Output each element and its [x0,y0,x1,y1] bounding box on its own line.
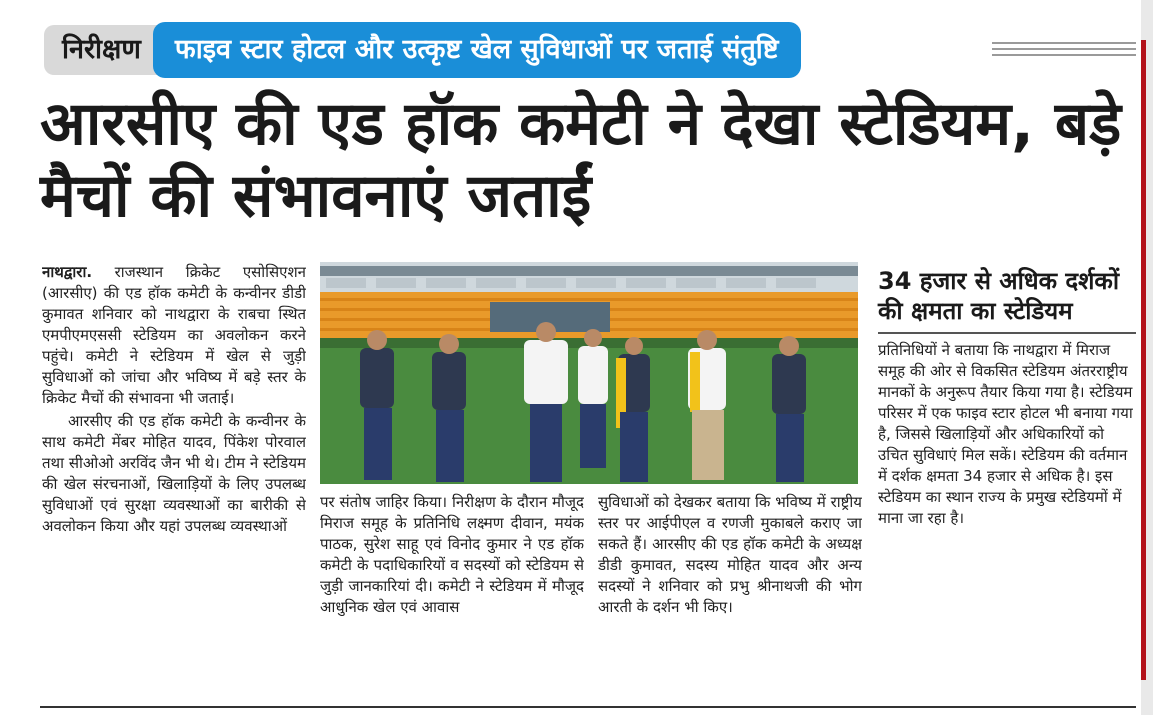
kicker-label: निरीक्षण [44,25,159,75]
sidebar-heading: 34 हजार से अधिक दर्शकों की क्षमता का स्टेडियम [878,267,1120,325]
article-para1-text: राजस्थान क्रिकेट एसोसिएशन (आरसीए) की एड हॉक कमेटी के कन्वीनर डीडी कुमावत शनिवार को नाथद्वारा के राबचा स्थित एमपीएमएससी स्टेडियम का अवलोकन करने पहुंचे। कमेटी ने स्टेडियम में खेल से जुड़ी सुविधाओं को जांचा और भविष्य में बड़े स्तर के क्रिकेट मैचों की संभावना भी जताई। [42,263,306,407]
article-paragraph-2: आरसीए की एड हॉक कमेटी के कन्वीनर के साथ कमेटी मेंबर मोहित यादव, पिंकेश पोरवाल तथा सीओओ अरविंद जैन भी थे। टीम ने स्टेडियम की खेल संरचनाओं, खिलाड़ियों के लिए उपलब्ध सुविधाओं एवं सुरक्षा व्यवस्थाओं का बारीकी से अवलोकन किया और यहां उपलब्ध व्यवस्थाओं [42,412,306,535]
kicker-banner: फाइव स्टार होटल और उत्कृष्ट खेल सुविधाओं पर जताई संतुष्टि [153,22,801,78]
decorative-rules [992,42,1136,60]
article-paragraph-1 [42,262,306,409]
previous-article-strip [40,0,1140,10]
article-col2-text: पर संतोष जाहिर किया। निरीक्षण के दौरान मौजूद मिराज समूह के प्रतिनिधि लक्ष्मण दीवान, मयंक पाठक, सुरेश साहू एवं विनोद कुमार ने एड हॉक कमेटी के पदाधिकारियों व सदस्यों को स्टेडियम से जुड़ी जानकारियां दी। कमेटी ने स्टेडियम में मौजूद आधुनिक खेल एवं आवास [320,493,584,616]
article-column-2 [320,492,584,702]
article-column-3 [598,492,862,702]
dateline: नाथद्वारा. [42,263,93,281]
page-edge [1141,0,1153,715]
stadium-photo [320,262,858,484]
bottom-rule [40,706,1136,708]
stadium-photo-illustration [320,262,858,484]
headline: आरसीए की एड हॉक कमेटी ने देखा स्टेडियम, बड़े मैचों की संभावनाएं जताईं [40,89,1122,231]
sidebar-box [878,266,1136,529]
red-edge-bar [1141,40,1146,680]
article-col3-text: सुविधाओं को देखकर बताया कि भविष्य में राष्ट्रीय स्तर पर आईपीएल व रणजी मुकाबले कराए जा सकते हैं। आरसीए की एड हॉक कमेटी के अध्यक्ष डीडी कुमावत, सदस्य मोहित यादव और अन्य सदस्यों ने शनिवार को प्रभु श्रीनाथजी की भोग आरती के दर्शन भी किए। [598,493,862,616]
article-column-1 [42,262,306,698]
sidebar-divider [878,332,1136,334]
kicker [44,22,801,78]
sidebar-body: प्रतिनिधियों ने बताया कि नाथद्वारा में मिराज समूह की ओर से विकसित स्टेडियम अंतरराष्ट्रीय मानकों के अनुरूप तैयार किया गया है। स्टेडियम परिसर में एक फाइव स्टार होटल भी बनाया गया है, जिससे खिलाड़ियों और अधिकारियों को उचित सुविधाएं मिल सकें। स्टेडियम की वर्तमान में दर्शक क्षमता 34 हजार से अधिक है। इस स्टेडियम का स्थान राज्य के प्रमुख स्टेडियमों में माना जा रहा है। [878,341,1133,527]
